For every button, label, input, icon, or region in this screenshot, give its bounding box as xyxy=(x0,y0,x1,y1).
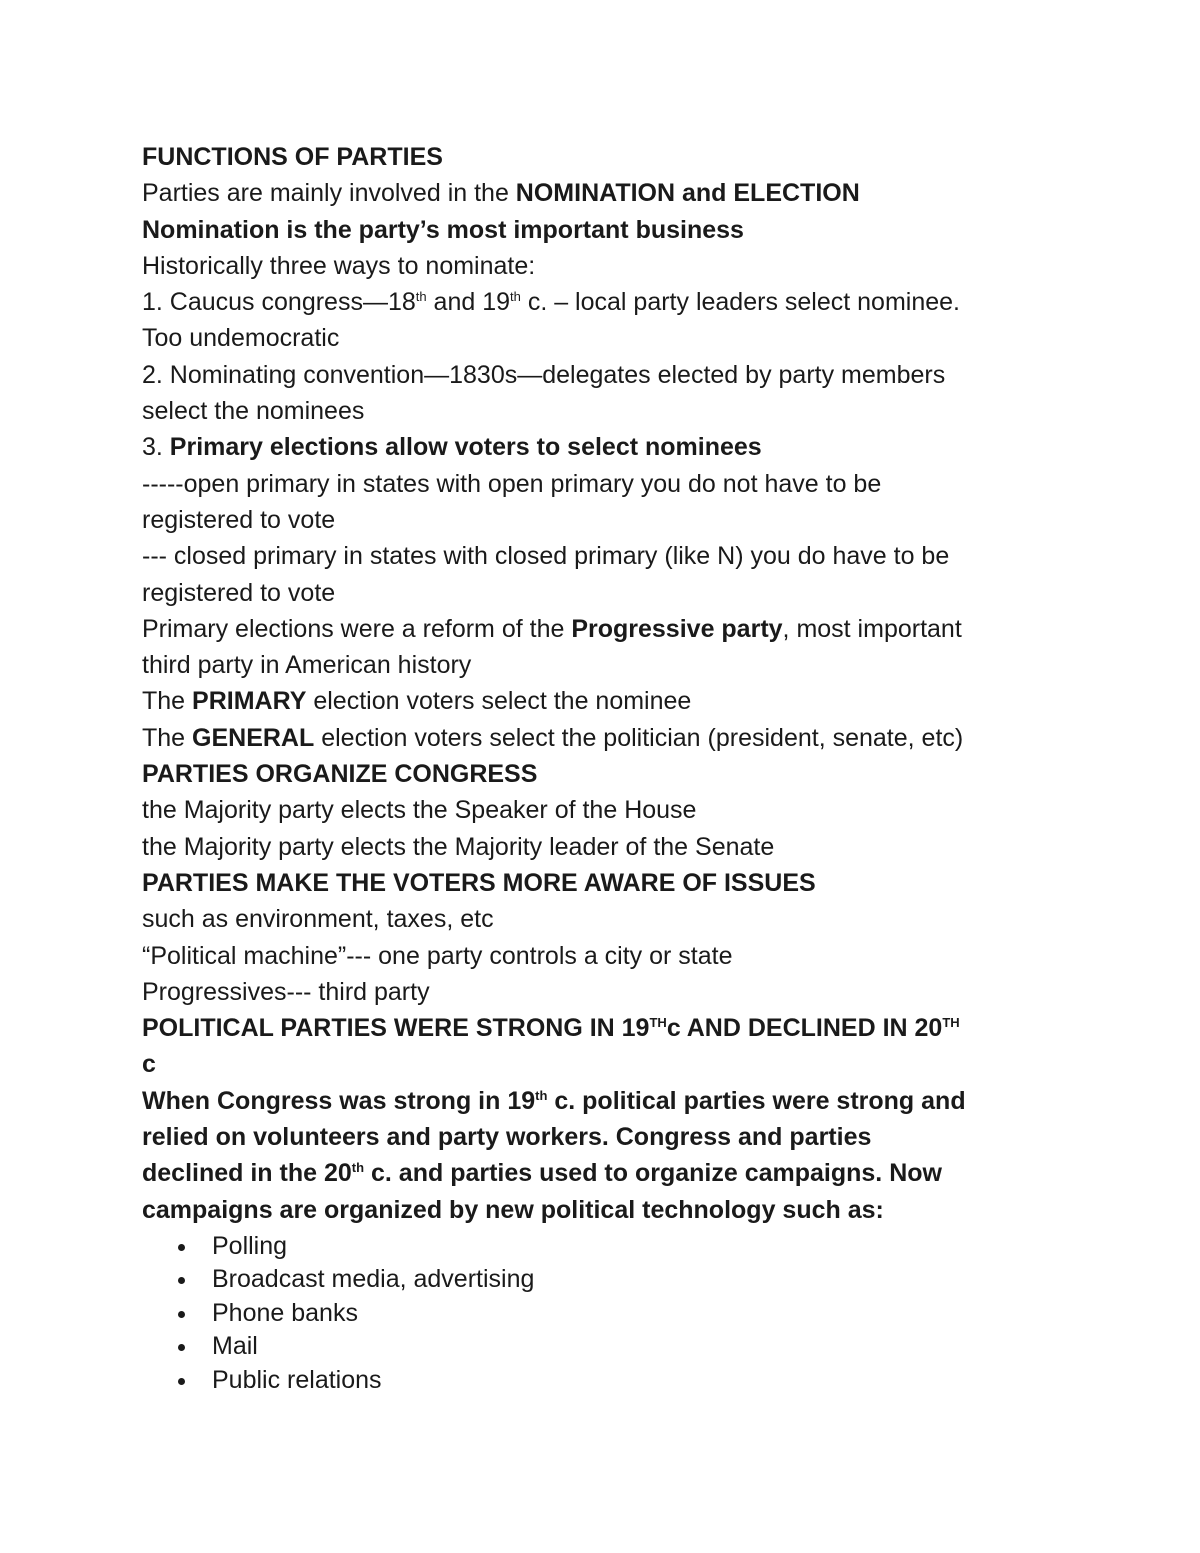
section-heading: PARTIES MAKE THE VOTERS MORE AWARE OF ISSUES xyxy=(142,868,816,897)
text-line: -----open primary in states with open primary you do not have to be xyxy=(142,469,882,498)
bold-paragraph-line: campaigns are organized by new political technology such as: xyxy=(142,1195,884,1224)
text-line: third party in American history xyxy=(142,651,472,680)
text: , most important xyxy=(782,614,962,643)
emphasis: GENERAL xyxy=(192,723,315,752)
bullet-icon xyxy=(178,1277,185,1284)
text: The xyxy=(142,723,193,752)
text: election voters select the politician (president, senate, etc) xyxy=(314,723,964,752)
list-item-text: Broadcast media, advertising xyxy=(212,1265,535,1294)
text-line: select the nominees xyxy=(142,397,365,426)
technology-list xyxy=(142,1230,1077,1397)
text-line: Historically three ways to nominate: xyxy=(142,251,536,280)
text-line: registered to vote xyxy=(142,505,336,534)
text: c. and parties used to organize campaigns. Now xyxy=(364,1159,942,1188)
text-line: the Majority party elects the Majority leader of the Senate xyxy=(142,832,775,861)
text: 1. Caucus congress—18 xyxy=(142,288,416,317)
text-line: Too undemocratic xyxy=(142,324,340,353)
text-line: 2. Nominating convention—1830s—delegates elected by party members xyxy=(142,360,946,389)
superscript: th xyxy=(535,1087,548,1103)
text: c AND DECLINED IN 20 xyxy=(666,1014,943,1043)
bold-paragraph-line xyxy=(142,1083,1077,1119)
caucus-line xyxy=(142,284,1077,320)
text-line: “Political machine”--- one party controls a city or state xyxy=(142,941,733,970)
emphasis: Primary elections allow voters to select nominees xyxy=(169,433,762,462)
text-line: such as environment, taxes, etc xyxy=(142,905,494,934)
page-title: FUNCTIONS OF PARTIES xyxy=(142,143,443,171)
superscript: th xyxy=(510,289,521,305)
text: The xyxy=(142,687,193,716)
progressive-line xyxy=(142,611,1077,647)
text: c. political parties were strong and xyxy=(547,1086,966,1115)
text: Primary elections were a reform of the xyxy=(142,614,572,643)
nomination-heading: Nomination is the party’s most important business xyxy=(142,215,744,244)
bold-paragraph-line: relied on volunteers and party workers. Congress and parties xyxy=(142,1123,872,1152)
list-item-text: Mail xyxy=(212,1332,258,1361)
text: c. – local party leaders select nominee. xyxy=(520,288,960,317)
general-line xyxy=(142,720,1077,756)
list-item xyxy=(142,1330,1077,1363)
section-heading: PARTIES ORGANIZE CONGRESS xyxy=(142,760,538,789)
text: declined in the 20 xyxy=(142,1159,352,1188)
superscript: th xyxy=(351,1160,365,1176)
bold-paragraph-line xyxy=(142,1155,1077,1191)
primary-elections-line xyxy=(142,429,1077,465)
section-heading xyxy=(142,1010,1077,1046)
text-line: registered to vote xyxy=(142,578,336,607)
superscript: TH xyxy=(649,1015,667,1031)
superscript: th xyxy=(415,289,427,305)
document-body xyxy=(142,139,1077,1397)
intro-line xyxy=(142,175,1077,211)
bullet-icon xyxy=(178,1311,185,1318)
emphasis: PRIMARY xyxy=(192,687,307,716)
bullet-icon xyxy=(178,1378,185,1385)
section-heading-cont: c xyxy=(142,1050,156,1079)
emphasis: Progressive party xyxy=(571,614,783,643)
bullet-icon xyxy=(178,1244,185,1251)
text: POLITICAL PARTIES WERE STRONG IN 19 xyxy=(142,1014,650,1043)
list-item xyxy=(142,1263,1077,1296)
list-item-text: Public relations xyxy=(212,1365,382,1394)
bullet-icon xyxy=(178,1344,185,1351)
list-item xyxy=(142,1230,1077,1263)
list-item-text: Phone banks xyxy=(212,1298,358,1327)
text: Parties are mainly involved in the xyxy=(142,179,516,208)
list-item xyxy=(142,1364,1077,1397)
text-line: the Majority party elects the Speaker of the House xyxy=(142,796,697,825)
superscript: TH xyxy=(942,1015,960,1031)
list-item-text: Polling xyxy=(212,1231,288,1260)
text: and 19 xyxy=(426,288,511,317)
primary-line xyxy=(142,683,1077,719)
text: 3. xyxy=(142,433,170,462)
list-item xyxy=(142,1297,1077,1330)
text: When Congress was strong in 19 xyxy=(142,1086,536,1115)
text: election voters select the nominee xyxy=(306,687,692,716)
text-line: Progressives--- third party xyxy=(142,977,430,1006)
text-line: --- closed primary in states with closed primary (like N) you do have to be xyxy=(142,542,950,571)
emphasis: NOMINATION and ELECTION xyxy=(515,179,860,208)
